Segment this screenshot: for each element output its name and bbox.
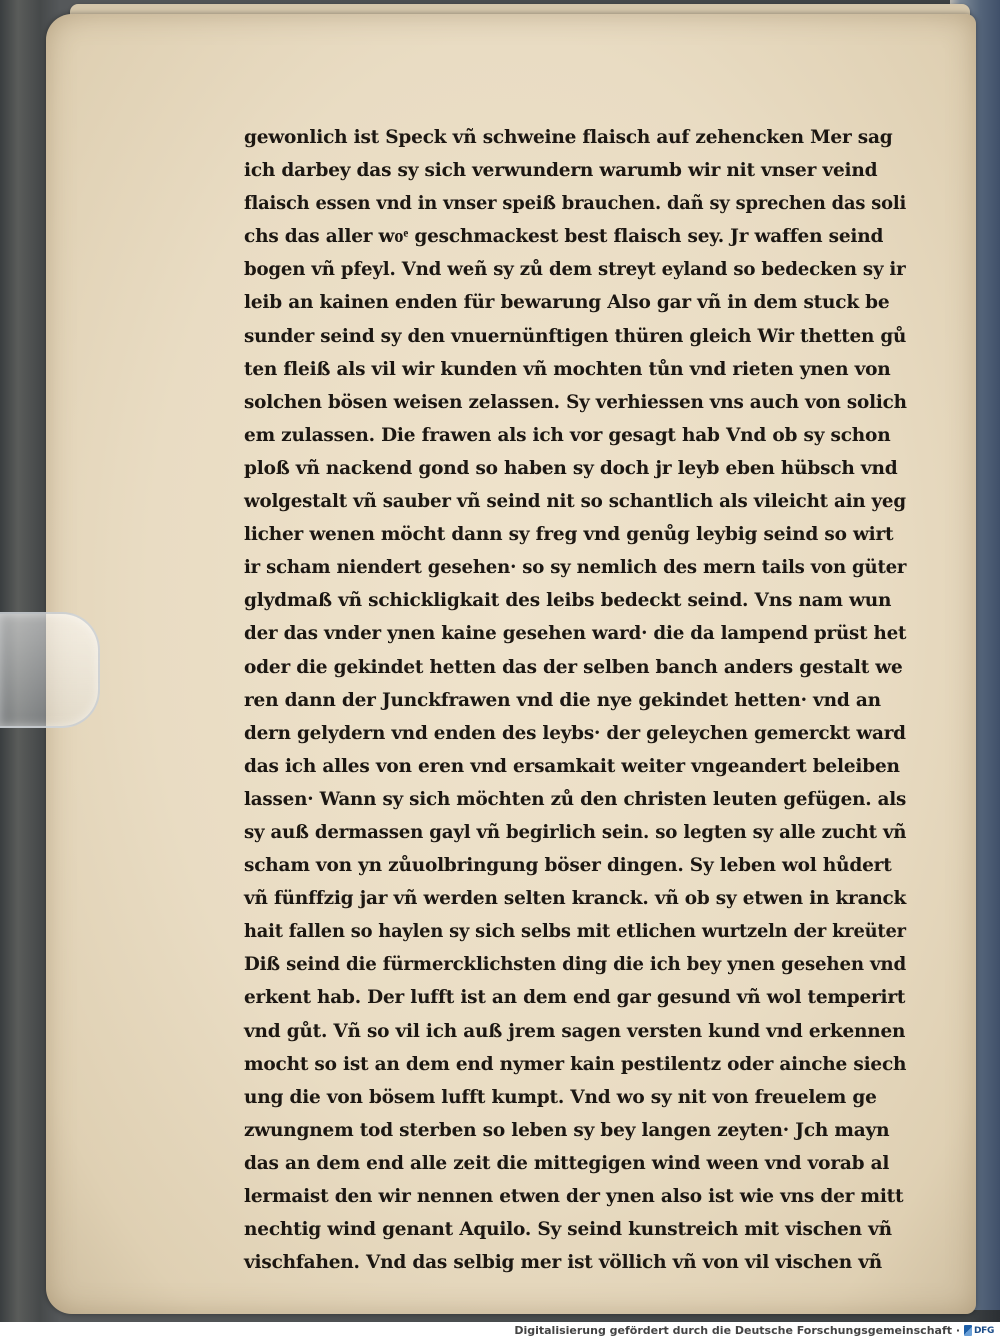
text-line: ir scham niendert gesehen· so sy nemlich des mern tails von güter — [244, 557, 907, 579]
text-line: ten fleiß als vil wir kunden vñ mochten tůn vnd rieten ynen von — [244, 358, 891, 380]
text-line: bogen vñ pfeyl. Vnd weñ sy zů dem streyt eyland so bedecken sy ir — [244, 259, 906, 281]
page-text-block — [244, 121, 912, 1279]
text-line: ren dann der Junckfrawen vnd die nye gekindet hetten· vnd an — [244, 689, 881, 711]
text-line: leib an kainen enden für bewarung Also gar vñ in dem stuck be — [244, 292, 890, 314]
text-line: gewonlich ist Speck vñ schweine flaisch auf zehencken Mer sag — [244, 127, 893, 148]
text-line: hait fallen so haylen sy sich selbs mit etlichen wurtzeln der kreüter — [244, 921, 906, 943]
digitization-credit: Digitalisierung gefördert durch die Deutsche Forschungsgemeinschaft · — [514, 1324, 960, 1337]
text-line: Diß seind die fürmercklichsten ding die ich bey ynen gesehen vnd — [244, 954, 906, 976]
text-line: vñ fünffzig jar vñ werden selten kranck. vñ ob sy etwen in kranck — [244, 888, 907, 910]
dfg-logo-icon — [964, 1325, 972, 1336]
text-line: lermaist den wir nennen etwen der ynen also ist wie vns der mitt — [244, 1186, 904, 1207]
text-line: das ich alles von eren vnd ersamkait weiter vngeandert beleiben — [244, 755, 900, 777]
text-line: ung die von bösem lufft kumpt. Vnd wo sy nit von freuelem ge — [244, 1086, 877, 1108]
text-line: das an dem end alle zeit die mittegigen wind ween vnd vorab al — [244, 1152, 890, 1174]
text-line: mocht so ist an dem end nymer kain pestilentz oder ainche siech — [244, 1053, 907, 1075]
text-line: wolgestalt vñ sauber vñ seind nit so schantlich als vileicht ain yeg — [244, 491, 906, 513]
text-line: solchen bösen weisen zelassen. Sy verhiessen vns auch von solich — [244, 391, 907, 413]
text-line: licher wenen möcht dann sy freg vnd genůg leybig seind so wirt — [244, 524, 894, 546]
text-line: nechtig wind genant Aquilo. Sy seind kunstreich mit vischen vñ — [244, 1219, 892, 1241]
text-line: vischfahen. Vnd das selbig mer ist völlich vñ von vil vischen vñ — [244, 1252, 883, 1274]
text-line: sy auß dermassen gayl vñ begirlich sein. so legten sy alle zucht vñ — [244, 821, 907, 843]
text-line: zwungnem tod sterben so leben sy bey langen zeyten· Jch mayn — [244, 1119, 890, 1141]
text-line: lassen· Wann sy sich möchten zů den christen leuten gefügen. als — [244, 788, 907, 810]
text-line: der das vnder ynen kaine gesehen ward· die da lampend prüst het — [244, 623, 907, 645]
clear-plastic-tab — [0, 612, 100, 728]
text-line: sunder seind sy den vnuernünftigen thüren gleich Wir thetten gů — [244, 325, 907, 347]
text-line: dern gelydern vnd enden des leybs· der geleychen gemerckt ward — [244, 722, 906, 744]
text-line: vnd gůt. Vñ so vil ich auß jrem sagen versten kund vnd erkennen — [244, 1020, 906, 1042]
text-line: ich darbey das sy sich verwundern warumb wir nit vnser veind — [244, 160, 878, 182]
dfg-logo-text: DFG — [974, 1325, 995, 1336]
text-line: erkent hab. Der lufft ist an dem end gar gesund vñ wol temperirt — [244, 987, 906, 1009]
text-line: em zulassen. Die frawen als ich vor gesagt hab Vnd ob sy schon — [244, 424, 891, 446]
dfg-logo — [964, 1324, 996, 1337]
text-line: oder die gekindet hetten das der selben banch anders gestalt we — [244, 656, 903, 678]
text-line: glydmaß vñ schickligkait des leibs bedeckt seind. Vns nam wun — [244, 590, 892, 612]
text-line: scham von yn zůuolbringung böser dingen. Sy leben wol hůdert — [244, 855, 892, 877]
text-line: ploß vñ nackend gond so haben sy doch jr leyb eben hübsch vnd — [244, 457, 898, 479]
text-line: flaisch essen vnd in vnser speiß brauchen. dañ sy sprechen das soli — [244, 193, 907, 215]
text-line: chs das aller woͤ geschmackest best flaisch sey. Jr waffen seind — [244, 226, 884, 248]
